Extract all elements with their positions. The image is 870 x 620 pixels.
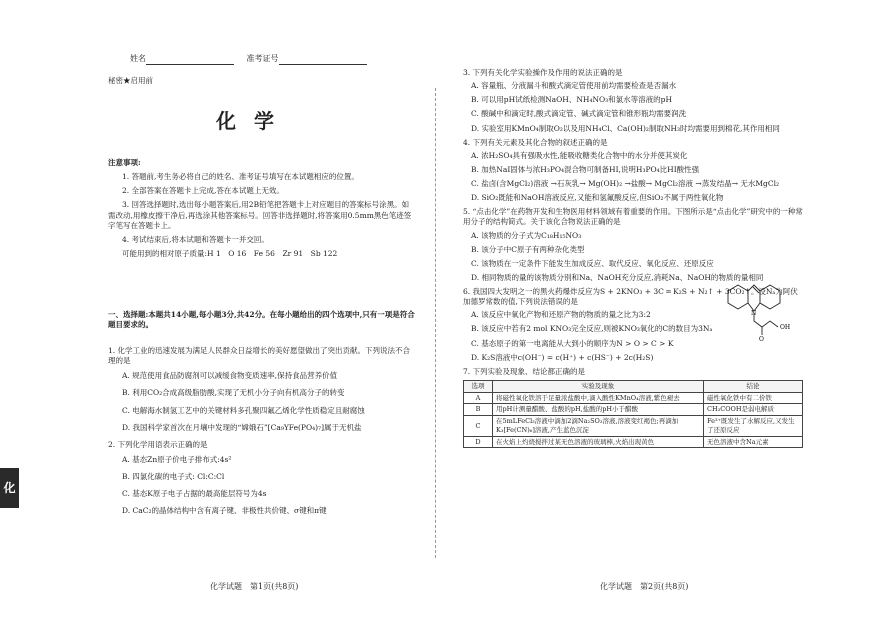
section-heading: 一、选择题:本题共14小题,每小题3分,共42分。在每小题给出的四个选项中,只有一项是符合题目要求的。 bbox=[108, 310, 415, 330]
question-3-option: D. 实验室用KMnO₄制取O₂以及用NH₄Cl、Ca(OH)₂制取NH₃时均需要用到棉花,其作用相同 bbox=[471, 123, 780, 133]
question-4-option: C. 盐卤(含MgCl₂)溶液 →石灰乳→ Mg(OH)₂ →盐酸→ MgCl₂溶液 →蒸发结晶→ 无水MgCl₂ bbox=[471, 179, 780, 188]
side-chain bbox=[754, 313, 778, 327]
question-2-option: D. CaC₂的晶体结构中含有离子键、非极性共价键、σ键和π键 bbox=[122, 506, 327, 516]
exam-no-blank bbox=[279, 56, 367, 65]
table-cell: A bbox=[464, 392, 493, 404]
question-5-option: D. 相同物质的量的该物质分别和Na、NaOH充分反应,消耗Na、NaOH的物质的量相同 bbox=[471, 272, 764, 282]
question-3-stem: 3. 下列有关化学实验操作及作用的说法正确的是 bbox=[463, 68, 623, 77]
exam-no-label: 准考证号 bbox=[246, 54, 279, 63]
n-atom-label: N bbox=[751, 310, 757, 317]
question-6-option: B. 该反应中若有2 mol KNO₃完全反应,则被KNO₃氧化的C的数目为3Nₐ bbox=[471, 324, 713, 334]
experiment-table bbox=[463, 380, 803, 449]
molecule-structure bbox=[720, 283, 798, 341]
page-footer-left: 化学试题 第1页(共8页) bbox=[210, 582, 299, 591]
table-cell: 在5mLFeCl₃溶液中滴加2滴Na₂SO₃溶液,溶液变红褐色;再滴加K₃[Fe(CN)₆]溶液,产生蓝色沉淀 bbox=[493, 416, 704, 437]
note-item: 可能用到的相对原子质量:H 1 O 16 Fe 56 Zr 91 Sb 122 bbox=[122, 248, 338, 258]
table-cell: C bbox=[464, 416, 493, 437]
question-3-option: B. 可以用pH试纸检测NaOH、NH₄NO₃和氯水等溶液的pH bbox=[471, 95, 673, 105]
table-cell: 无色溶液中含Na元素 bbox=[704, 436, 803, 448]
table-row bbox=[464, 436, 803, 448]
question-5-option: B. 该分子中C原子有两种杂化类型 bbox=[471, 244, 585, 254]
table-cell: 用pH计测量醋酸、盐酸的pH,盐酸的pH小于醋酸 bbox=[493, 404, 704, 416]
question-5-option: C. 该物质在一定条件下能发生加成反应、取代反应、氧化反应、还原反应 bbox=[471, 258, 714, 268]
note-item: 1. 答题前,考生务必将自己的姓名、准考证号填写在本试题相应的位置。 bbox=[122, 172, 359, 182]
question-3-option: A. 容量瓶、分液漏斗和酸式滴定管使用前均需要检查是否漏水 bbox=[471, 81, 677, 91]
table-cell: 磁性氧化铁中有二价铁 bbox=[704, 392, 803, 404]
question-5-stem: 5. “点击化学”在药物开发和生物医用材料领域有着重要的作用。下图所示是“点击化学”研究中的一种常用分子的结构简式。关于该化合物说法正确的是 bbox=[463, 207, 803, 227]
name-blank bbox=[146, 56, 234, 65]
table-header-row bbox=[464, 380, 803, 392]
left-questions bbox=[108, 346, 416, 523]
question-6-option: D. K₂S溶液中c(OH⁻) = c(H⁺) + c(HS⁻) + 2c(H₂S) bbox=[471, 352, 654, 362]
triple-bond-line bbox=[753, 287, 759, 293]
question-6-option: A. 该反应中氧化产物和还原产物的物质的量之比为3:2 bbox=[471, 310, 651, 320]
question-1-option: C. 电解海水制氢工艺中的关键材料多孔聚四氟乙烯化学性质稳定且耐腐蚀 bbox=[122, 405, 365, 415]
notes-block bbox=[108, 158, 413, 263]
question-5-option: A. 该物质的分子式为C₁₈H₁₅NO₃ bbox=[471, 230, 582, 240]
table-cell: Fe³⁺既发生了水解反应,又发生了还原反应 bbox=[704, 416, 803, 437]
subject-side-tab: 化 bbox=[0, 468, 19, 508]
column-divider bbox=[435, 88, 436, 558]
question-2-option: B. 四氯化碳的电子式: Cl:C:Cl bbox=[122, 472, 225, 481]
question-2-option: A. 基态Zn原子价电子排布式:4s² bbox=[122, 454, 232, 464]
question-2-option: C. 基态K原子电子占据的最高能层符号为4s bbox=[122, 489, 267, 499]
table-row bbox=[464, 404, 803, 416]
question-4-option: B. 加热NaI固体与浓H₃PO₄混合物可制备HI,说明H₃PO₄比HI酸性强 bbox=[471, 164, 700, 174]
table-header: 结论 bbox=[704, 380, 803, 392]
question-4-stem: 4. 下列有关元素及其化合物的叙述正确的是 bbox=[463, 137, 608, 147]
notes-heading: 注意事项: bbox=[108, 158, 141, 167]
table-cell: B bbox=[464, 404, 493, 416]
table-cell: CH₃COOH是弱电解质 bbox=[704, 404, 803, 416]
table-row bbox=[464, 392, 803, 404]
question-4-option: A. 浓H₂SO₄具有强吸水性,能吸收糖类化合物中的水分并使其炭化 bbox=[471, 150, 688, 160]
question-2-stem: 2. 下列化学用语表示正确的是 bbox=[108, 439, 208, 449]
question-6-option: C. 基态原子的第一电离能从大到小的顺序为N > O > C > K bbox=[471, 338, 674, 348]
benzene-ring-right bbox=[760, 285, 780, 309]
page-title: 化学 bbox=[216, 109, 292, 133]
o-atom-label: O bbox=[759, 336, 764, 341]
right-questions bbox=[463, 68, 803, 448]
note-item: 4. 考试结束后,将本试题和答题卡一并交回。 bbox=[122, 234, 269, 244]
table-cell: D bbox=[464, 436, 493, 448]
table-row bbox=[464, 416, 803, 437]
question-4-option: D. SiO₂既能和NaOH溶液反应,又能和氢氟酸反应,但SiO₂不属于两性氧化物 bbox=[471, 193, 724, 203]
question-1-option: B. 利用CO₂合成高级脂肪酸,实现了无机小分子向有机高分子的转变 bbox=[122, 388, 345, 398]
table-cell: 将磁性氧化铁溶于足量浓盐酸中,滴入酸性KMnO₄溶液,紫色褪去 bbox=[493, 392, 704, 404]
note-item: 2. 全部答案在答题卡上完成,答在本试题上无效。 bbox=[122, 186, 284, 196]
table-header: 选项 bbox=[464, 380, 493, 392]
question-1-option: D. 我国科学家首次在月壤中发现的“嫦娥石”[Ca₉YFe(PO₄)₇]属于无机盐 bbox=[122, 422, 362, 432]
candidate-header bbox=[130, 54, 377, 65]
benzene-ring-left bbox=[728, 285, 748, 309]
name-label: 姓名 bbox=[130, 54, 146, 63]
table-cell: 在火焰上灼烧搅拌过某无色溶液的玻璃棒,火焰出现黄色 bbox=[493, 436, 704, 448]
question-7-stem: 7. 下列实验及现象、结论都正确的是 bbox=[463, 366, 586, 376]
question-1-stem: 1. 化学工业的迅速发展为满足人民群众日益增长的美好愿望做出了突出贡献。下列说法不合理的是 bbox=[108, 346, 411, 366]
page-footer-right: 化学试题 第2页(共8页) bbox=[600, 582, 689, 591]
question-6-stem: 6. 我国四大发明之一的黑火药爆炸反应为S + 2KNO₃ + 3C ═ K₂S + N₂↑ + 3CO₂↑。设Nₐ为阿伏加德罗常数的值,下列说法错误的是 bbox=[463, 287, 798, 307]
question-3-option: C. 酸碱中和滴定时,酸式滴定管、碱式滴定管和锥形瓶均需要润洗 bbox=[471, 109, 687, 119]
secret-mark: 秘密★启用前 bbox=[108, 76, 153, 85]
table-header: 实验及现象 bbox=[493, 380, 704, 392]
question-1-option: A. 规范使用食品防腐剂可以减缓食物变质速率,保持食品营养价值 bbox=[122, 371, 338, 381]
oh-group-label: OH bbox=[780, 324, 791, 331]
note-item: 3. 回答选择题时,选出每小题答案后,用2B铅笔把答题卡上对应题目的答案标号涂黑。如需改动,用橡皮擦干净后,再选涂其他答案标号。回答非选择题时,将答案用0.5mm黑色笔迹签字笔写在答题卡上。 bbox=[108, 200, 412, 230]
